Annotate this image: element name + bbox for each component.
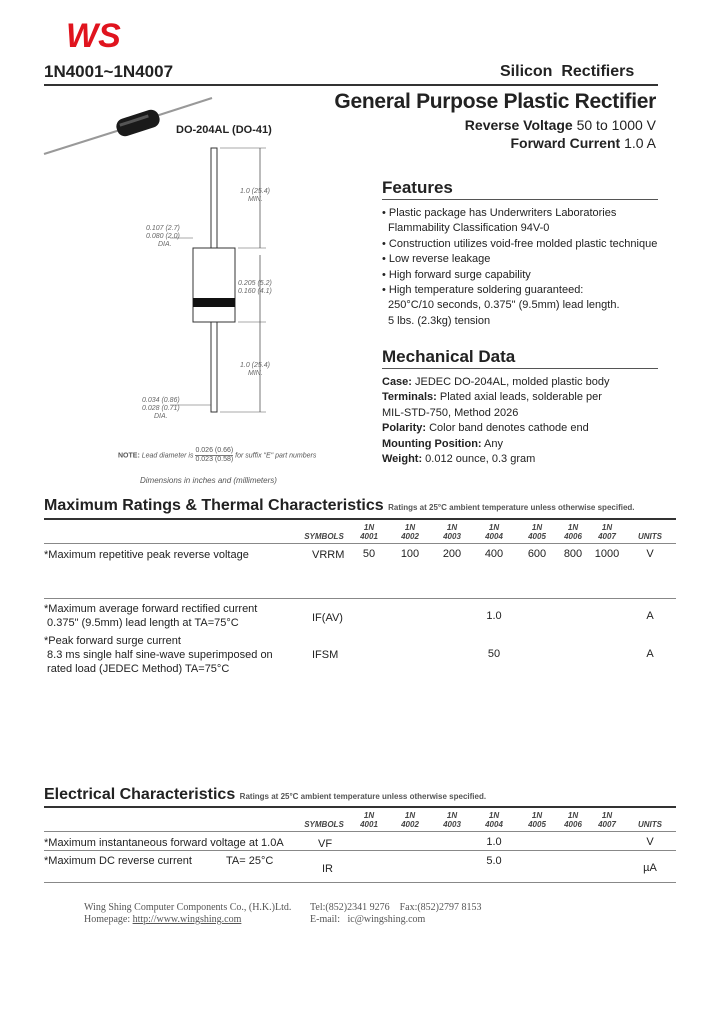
electrical-divider	[44, 806, 676, 808]
header-divider	[44, 84, 658, 86]
part-prefix: 1N	[446, 811, 458, 820]
mechanical-data	[382, 375, 682, 467]
part-suffix: 4004	[485, 820, 503, 829]
part-prefix: 1N	[567, 523, 579, 532]
row-vrrm-desc: *Maximum repetitive peak reverse voltage	[44, 549, 249, 561]
col-part-4006	[558, 811, 588, 829]
ir-unit: µA	[643, 862, 657, 874]
part-prefix: 1N	[404, 811, 416, 820]
homepage-label: Homepage:	[84, 914, 131, 925]
wing-shing-logo	[64, 14, 126, 54]
row-desc-line: 0.375" (9.5mm) lead length at TA=75°C	[44, 617, 239, 629]
vrrm-4005: 600	[527, 548, 547, 560]
dim-lead-length-bottom	[240, 362, 270, 378]
table-header-line	[44, 831, 676, 832]
package-title: DO-204AL (DO-41)	[176, 124, 272, 136]
part-suffix: 4003	[443, 820, 461, 829]
part-suffix: 4007	[598, 820, 616, 829]
vrrm-4004: 400	[484, 548, 504, 560]
mech-terminals-cont: MIL-STD-750, Method 2026	[382, 406, 519, 419]
dim-text: MIN.	[248, 370, 263, 377]
part-suffix: 4003	[443, 532, 461, 541]
feature-item: • Plastic package has Underwriters Laboratories	[382, 207, 617, 219]
dim-text: 0.160 (4.1)	[238, 288, 272, 295]
part-suffix: 4001	[360, 820, 378, 829]
feature-item: • High temperature soldering guaranteed:	[382, 284, 584, 297]
ifav-value: 1.0	[486, 610, 502, 622]
mech-label: Case:	[382, 376, 412, 388]
row-line	[44, 850, 676, 851]
vf-value: 1.0	[486, 836, 502, 848]
part-prefix: 1N	[567, 811, 579, 820]
dim-text: DIA.	[158, 241, 172, 248]
vrrm-4006: 800	[563, 548, 583, 560]
dim-text: 0.028 (0.71)	[142, 405, 180, 412]
mech-text: 0.012 ounce, 0.3 gram	[422, 453, 536, 466]
reverse-voltage-label: Reverse Voltage	[464, 117, 573, 133]
feature-item: • High forward surge capability	[382, 268, 531, 281]
part-suffix: 4005	[528, 532, 546, 541]
features-divider	[382, 199, 658, 200]
table-header-line	[44, 543, 676, 544]
mech-label: Mounting Position:	[382, 437, 482, 450]
row-desc-line: *Maximum average forward rectified current	[44, 603, 258, 615]
max-ratings-divider	[44, 518, 676, 520]
row-ifsm-desc	[44, 634, 273, 676]
mech-case	[382, 375, 682, 390]
dim-text: 0.205 (5.2)	[238, 280, 272, 287]
part-suffix: 4007	[598, 532, 616, 541]
dim-body-diameter	[146, 225, 180, 249]
mech-text: Plated axial leads, solderable per	[436, 391, 602, 404]
row-vf-symbol: VF	[318, 838, 333, 850]
mech-label: Polarity:	[382, 422, 427, 435]
feature-item: • Low reverse leakage	[382, 253, 491, 266]
col-part-4003	[437, 523, 467, 541]
forward-current-spec	[511, 135, 657, 151]
note-suffix: for suffix "E" part numbers	[235, 452, 317, 460]
dim-body-length	[238, 280, 272, 296]
electrical-heading	[44, 786, 486, 804]
col-part-4005	[522, 811, 552, 829]
part-suffix: 4002	[401, 820, 419, 829]
note-label: NOTE:	[118, 452, 140, 460]
forward-current-value: 1.0 A	[624, 135, 656, 151]
part-prefix: 1N	[488, 811, 500, 820]
reverse-voltage-value: 50 to 1000 V	[576, 117, 656, 133]
mech-text: Any	[481, 437, 503, 450]
max-ratings-note: Ratings at 25°C ambient temperature unless otherwise specified.	[388, 503, 635, 512]
col-part-4007	[592, 811, 622, 829]
homepage-link[interactable]: http://www.wingshing.com	[132, 914, 242, 925]
page-title: General Purpose Plastic Rectifier	[334, 90, 656, 113]
part-suffix: 4004	[485, 532, 503, 541]
feature-item: Flammability Classification 94V-0	[388, 222, 550, 235]
part-number: 1N4001~1N4007	[44, 62, 174, 81]
feature-item: • Construction utilizes void-free molded plastic technique	[382, 237, 658, 250]
row-ir-desc: *Maximum DC reverse current	[44, 855, 192, 867]
lead-diameter-note	[118, 447, 316, 464]
mech-text: JEDEC DO-204AL, molded plastic body	[411, 376, 610, 388]
vf-unit: V	[646, 836, 654, 848]
note-text: Lead diameter is	[141, 452, 194, 460]
col-units: UNITS	[638, 532, 662, 541]
part-prefix: 1N	[601, 523, 613, 532]
electrical-note: Ratings at 25°C ambient temperature unless otherwise specified.	[239, 792, 487, 801]
row-desc-line: *Peak forward surge current	[44, 635, 181, 647]
col-part-4004	[479, 811, 509, 829]
category-label: Silicon Rectifiers	[500, 63, 635, 80]
vrrm-4001: 50	[362, 548, 376, 560]
footer-tel-fax: Tel:(852)2341 9276 Fax:(852)2797 8153	[310, 902, 482, 913]
footer-homepage	[84, 914, 241, 925]
dim-text: 0.026 (0.66)	[195, 447, 234, 454]
row-line	[44, 882, 676, 883]
row-ifsm-symbol: IFSM	[312, 649, 339, 661]
row-ifav-desc	[44, 602, 257, 630]
dim-lead-length-top	[240, 188, 270, 204]
features-list	[382, 206, 682, 329]
part-prefix: 1N	[601, 811, 613, 820]
ifav-unit: A	[646, 610, 654, 622]
feature-item: 250°C/10 seconds, 0.375" (9.5mm) lead length.	[388, 299, 620, 312]
mech-text: Color band denotes cathode end	[426, 422, 589, 435]
dim-text: 0.023 (0.58)	[195, 456, 234, 463]
dim-lead-diameter	[142, 397, 180, 421]
col-part-4002	[395, 811, 425, 829]
part-suffix: 4006	[564, 820, 582, 829]
part-prefix: 1N	[363, 523, 375, 532]
mechanical-heading: Mechanical Data	[382, 347, 516, 366]
row-desc-line: rated load (JEDEC Method) TA=75°C	[44, 663, 230, 675]
mech-weight	[382, 452, 682, 467]
features-heading: Features	[382, 178, 453, 197]
part-prefix: 1N	[531, 523, 543, 532]
svg-text:WS: WS	[66, 17, 121, 54]
mech-mounting	[382, 437, 682, 452]
col-part-4002	[395, 523, 425, 541]
col-part-4001	[354, 523, 384, 541]
row-line	[44, 598, 676, 599]
col-symbols: SYMBOLS	[304, 532, 344, 541]
col-part-4005	[522, 523, 552, 541]
mech-label: Terminals:	[382, 391, 437, 404]
ifsm-unit: A	[646, 648, 654, 660]
part-prefix: 1N	[446, 523, 458, 532]
mech-label: Weight:	[382, 453, 423, 466]
vrrm-4007: 1000	[594, 548, 620, 560]
col-symbols: SYMBOLS	[304, 820, 344, 829]
part-suffix: 4002	[401, 532, 419, 541]
col-part-4004	[479, 523, 509, 541]
feature-item: 5 lbs. (2.3kg) tension	[388, 314, 491, 327]
vrrm-4002: 100	[400, 548, 420, 560]
mech-polarity	[382, 421, 682, 436]
part-suffix: 4005	[528, 820, 546, 829]
forward-current-label: Forward Current	[510, 135, 621, 151]
dim-text: DIA.	[154, 413, 168, 420]
max-ratings-heading	[44, 497, 635, 515]
col-part-4001	[354, 811, 384, 829]
mechanical-divider	[382, 368, 658, 369]
row-desc-line: 8.3 ms single half sine-wave superimposed on	[44, 649, 273, 661]
dim-text: 0.107 (2.7)	[146, 225, 180, 232]
part-prefix: 1N	[531, 811, 543, 820]
row-ir-condition: TA= 25°C	[226, 855, 274, 867]
electrical-title: Electrical Characteristics	[44, 786, 236, 803]
row-vrrm-symbol: VRRM	[312, 549, 345, 561]
footer-email: E-mail: ic@wingshing.com	[310, 914, 426, 925]
dim-text: MIN.	[248, 196, 263, 203]
dim-text: 0.034 (0.86)	[142, 397, 180, 404]
part-suffix: 4001	[360, 532, 378, 541]
row-ifav-symbol: IF(AV)	[312, 612, 343, 624]
max-ratings-title: Maximum Ratings & Thermal Characteristics	[44, 497, 384, 514]
col-part-4006	[558, 523, 588, 541]
dimensions-caption: Dimensions in inches and (millimeters)	[140, 476, 277, 485]
part-prefix: 1N	[488, 523, 500, 532]
reverse-voltage-spec	[465, 117, 656, 133]
col-part-4003	[437, 811, 467, 829]
col-units: UNITS	[638, 820, 662, 829]
part-prefix: 1N	[363, 811, 375, 820]
ifsm-value: 50	[487, 648, 501, 660]
vrrm-unit: V	[646, 548, 654, 560]
footer-company: Wing Shing Computer Components Co., (H.K.)Ltd.	[84, 902, 292, 913]
col-part-4007	[592, 523, 622, 541]
part-suffix: 4006	[564, 532, 582, 541]
row-vf-desc: *Maximum instantaneous forward voltage at 1.0A	[44, 837, 284, 849]
dim-text: 1.0 (25.4)	[240, 362, 270, 369]
note-dims	[195, 447, 233, 464]
row-ir-symbol: IR	[322, 863, 333, 875]
mech-terminals	[382, 390, 682, 405]
ir-value: 5.0	[486, 855, 502, 867]
dim-text: 0.080 (2.0)	[146, 233, 180, 240]
dim-text: 1.0 (25.4)	[240, 188, 270, 195]
vrrm-4003: 200	[442, 548, 462, 560]
part-prefix: 1N	[404, 523, 416, 532]
